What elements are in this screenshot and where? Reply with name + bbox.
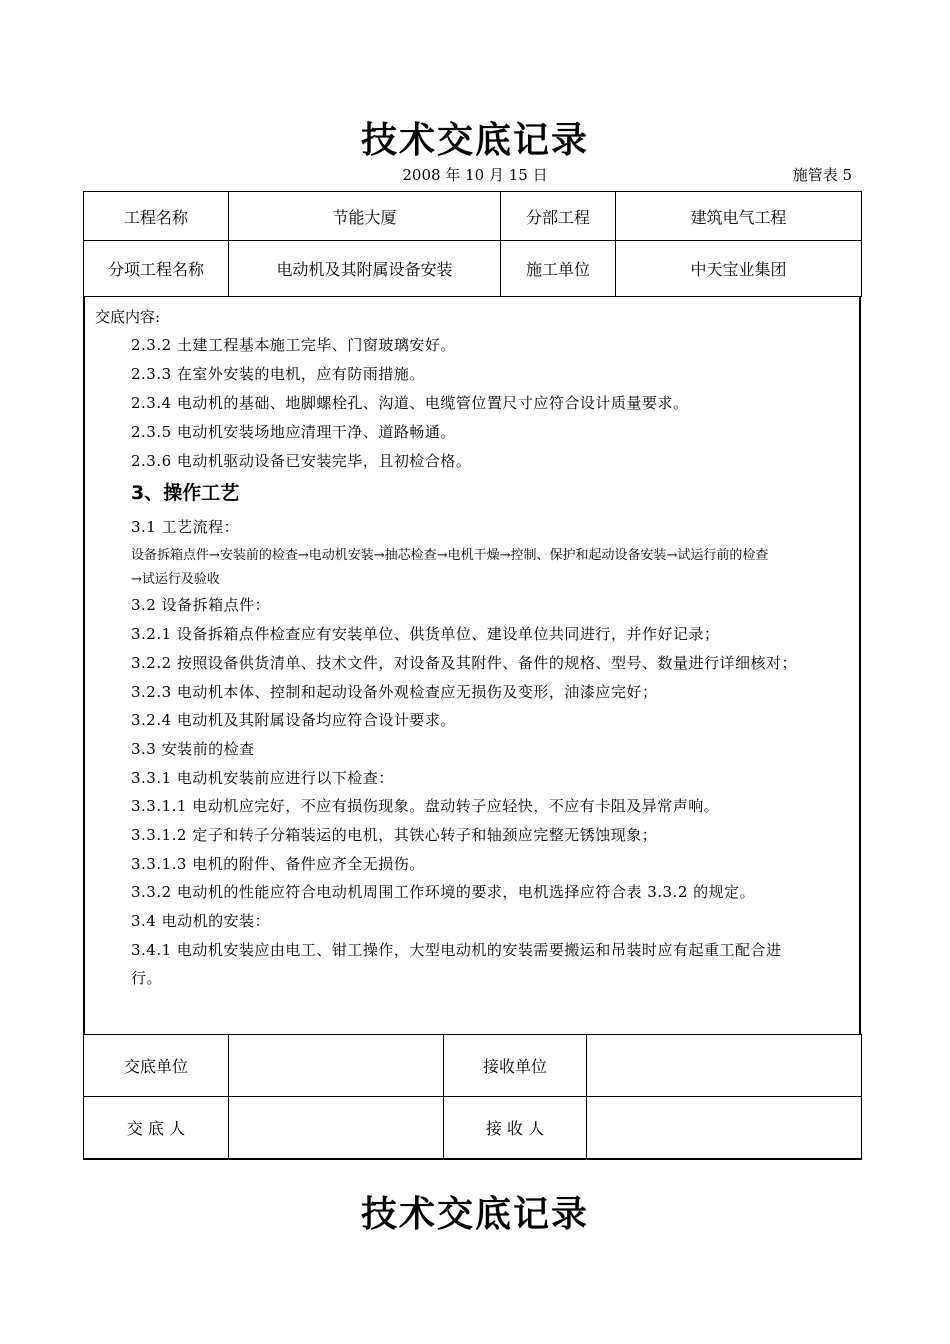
project-name-label: 工程名称 — [84, 192, 229, 241]
content-line: 2.3.6 电动机驱动设备已安装完毕，且初检合格。 — [131, 452, 472, 470]
process-title: 3.1 工艺流程： — [131, 518, 240, 536]
receiver-person-label: 接 收 人 — [444, 1097, 587, 1159]
content-line: 3.3.1 电动机安装前应进行以下检查： — [131, 769, 394, 787]
content-line: 行。 — [131, 969, 163, 987]
content-line: 2.3.3 在室外安装的电机，应有防雨措施。 — [131, 365, 425, 383]
process-flow-line: →试运行及验收 — [131, 572, 220, 587]
content-heading: 交底内容: — [95, 308, 161, 326]
sub-project-value: 建筑电气工程 — [616, 192, 862, 241]
contractor-value: 中天宝业集团 — [616, 241, 862, 297]
content-line: 2.3.5 电动机安装场地应清理干净、道路畅通。 — [131, 423, 456, 441]
content-line: 3.3.2 电动机的性能应符合电动机周围工作环境的要求，电机选择应符合表 3.3.2 的规定。 — [131, 883, 756, 901]
process-flow-line: 设备拆箱点件→安装前的检查→电动机安装→抽芯检查→电机干燥→控制、保护和起动设备安装→试运行前的检查 — [131, 548, 769, 563]
issuer-unit-label: 交底单位 — [84, 1035, 229, 1097]
signoff-table — [83, 1034, 862, 1160]
item-name-value: 电动机及其附属设备安装 — [229, 241, 501, 297]
issuer-person-field[interactable] — [229, 1097, 444, 1159]
content-line: 3.2.4 电动机及其附属设备均应符合设计要求。 — [131, 711, 456, 729]
content-line: 3.3.1.2 定子和转子分箱装运的电机，其铁心转子和轴颈应完整无锈蚀现象； — [131, 826, 658, 844]
content-line: 2.3.4 电动机的基础、地脚螺栓孔、沟道、电缆管位置尺寸应符合设计质量要求。 — [131, 394, 689, 412]
content-line: 2.3.2 土建工程基本施工完毕、门窗玻璃安好。 — [131, 336, 456, 354]
content-line: 3.3.1.3 电机的附件、备件应齐全无损伤。 — [131, 855, 425, 873]
content-line: 3.3.1.1 电动机应完好，不应有损伤现象。盘动转子应轻快，不应有卡阻及异常声响。 — [131, 797, 720, 815]
receiver-person-field[interactable] — [587, 1097, 862, 1159]
briefing-content — [83, 296, 861, 1034]
receiver-unit-field[interactable] — [587, 1035, 862, 1097]
content-line: 3.2 设备拆箱点件： — [131, 596, 271, 614]
receiver-unit-label: 接收单位 — [444, 1035, 587, 1097]
content-line: 3.3 安装前的检查 — [131, 740, 255, 758]
content-line: 3.2.2 按照设备供货清单、技术文件，对设备及其附件、备件的规格、型号、数量进行详细核对； — [131, 654, 797, 672]
sub-project-label: 分部工程 — [501, 192, 616, 241]
contractor-label: 施工单位 — [501, 241, 616, 297]
next-page-title: 技术交底记录 — [360, 1194, 589, 1235]
content-line: 3.2.1 设备拆箱点件检查应有安装单位、供货单位、建设单位共同进行，并作好记录； — [131, 625, 720, 643]
issuer-person-label: 交 底 人 — [84, 1097, 229, 1159]
form-number: 施管表 5 — [792, 166, 852, 184]
item-name-label: 分项工程名称 — [84, 241, 229, 297]
page-title: 技术交底记录 — [360, 120, 589, 161]
record-date: 2008 年 10 月 15 日 — [402, 166, 548, 184]
project-name-value: 节能大厦 — [229, 192, 501, 241]
section-title: 3、操作工艺 — [131, 482, 240, 504]
issuer-unit-field[interactable] — [229, 1035, 444, 1097]
header-table — [83, 191, 862, 297]
content-line: 3.4 电动机的安装： — [131, 912, 271, 930]
content-line: 3.4.1 电动机安装应由电工、钳工操作，大型电动机的安装需要搬运和吊装时应有起重工配合进 — [131, 941, 782, 959]
content-line: 3.2.3 电动机本体、控制和起动设备外观检查应无损伤及变形，油漆应完好； — [131, 683, 658, 701]
